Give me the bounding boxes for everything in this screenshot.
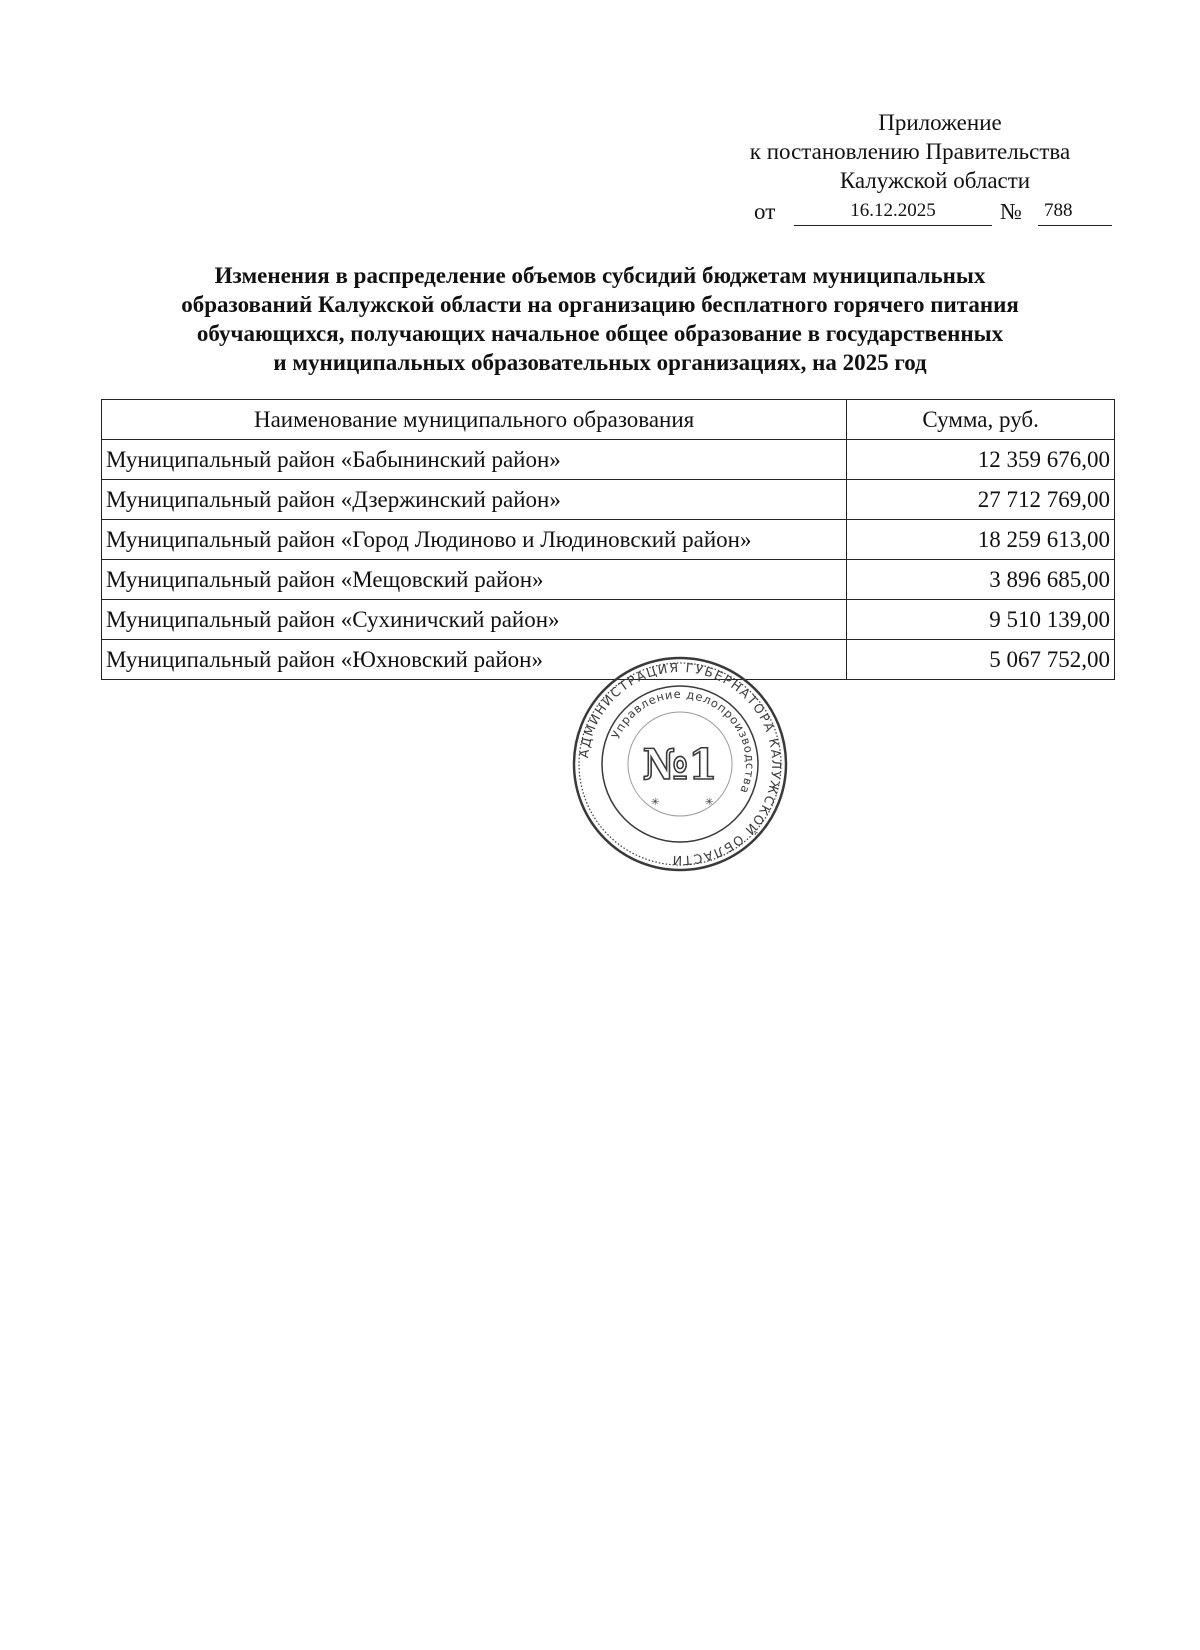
title-line-2: образований Калужской области на организацию бесплатного горячего питания [181,292,1019,317]
subsidy-amount: 3 896 685,00 [847,560,1115,600]
subsidy-amount: 5 067 752,00 [847,640,1115,680]
subsidy-amount: 27 712 769,00 [847,480,1115,520]
municipality-name: Муниципальный район «Город Людиново и Людиновский район» [102,520,847,560]
table-row [102,600,1115,640]
title-line-1: Изменения в распределение объемов субсидий бюджетам муниципальных [214,263,986,288]
table-row [102,480,1115,520]
appendix-region-line: Калужской области [839,168,1031,193]
appendix-ref-line: к постановлению Правительства [749,139,1071,164]
municipality-name: Муниципальный район «Мещовский район» [102,560,847,600]
municipality-name: Муниципальный район «Сухиничский район» [102,600,847,640]
table-row [102,520,1115,560]
title-line-3: обучающихся, получающих начальное общее образование в государственных [196,321,1004,346]
municipality-name: Муниципальный район «Дзержинский район» [102,480,847,520]
appendix-date-line [700,197,1120,229]
municipality-name: Муниципальный район «Бабынинский район» [102,440,847,480]
official-seal [571,655,789,873]
seal-inner-text: Управление делопроизводства [608,686,758,797]
subsidy-amount: 12 359 676,00 [847,440,1115,480]
header-municipality: Наименование муниципального образования [102,400,847,440]
appendix-title: Приложение [878,110,1002,135]
subsidy-amount: 18 259 613,00 [847,520,1115,560]
header-amount: Сумма, руб. [847,400,1115,440]
date-prefix: от [754,199,776,224]
document-title [100,261,1100,377]
table-row [102,440,1115,480]
subsidy-amount: 9 510 139,00 [847,600,1115,640]
title-line-4: и муниципальных образовательных организациях, на 2025 год [273,350,927,375]
seal-center-number: №1 [642,740,718,789]
seal-star-icon: ✳ [705,797,714,808]
table-header-row [102,400,1115,440]
number-prefix: № [1000,199,1022,224]
decree-number: 788 [1038,197,1112,226]
seal-star-icon: ✳ [651,797,660,808]
table-row [102,560,1115,600]
decree-date: 16.12.2025 [794,197,992,226]
subsidy-table [101,399,1115,680]
seal-ring-text: АДМИНИСТРАЦИЯ ГУБЕРНАТОРА КАЛУЖСКОЙ ОБЛАСТИ [576,659,785,869]
appendix-header [700,108,1120,229]
municipality-name: Муниципальный район «Юхновский район» [102,640,847,680]
